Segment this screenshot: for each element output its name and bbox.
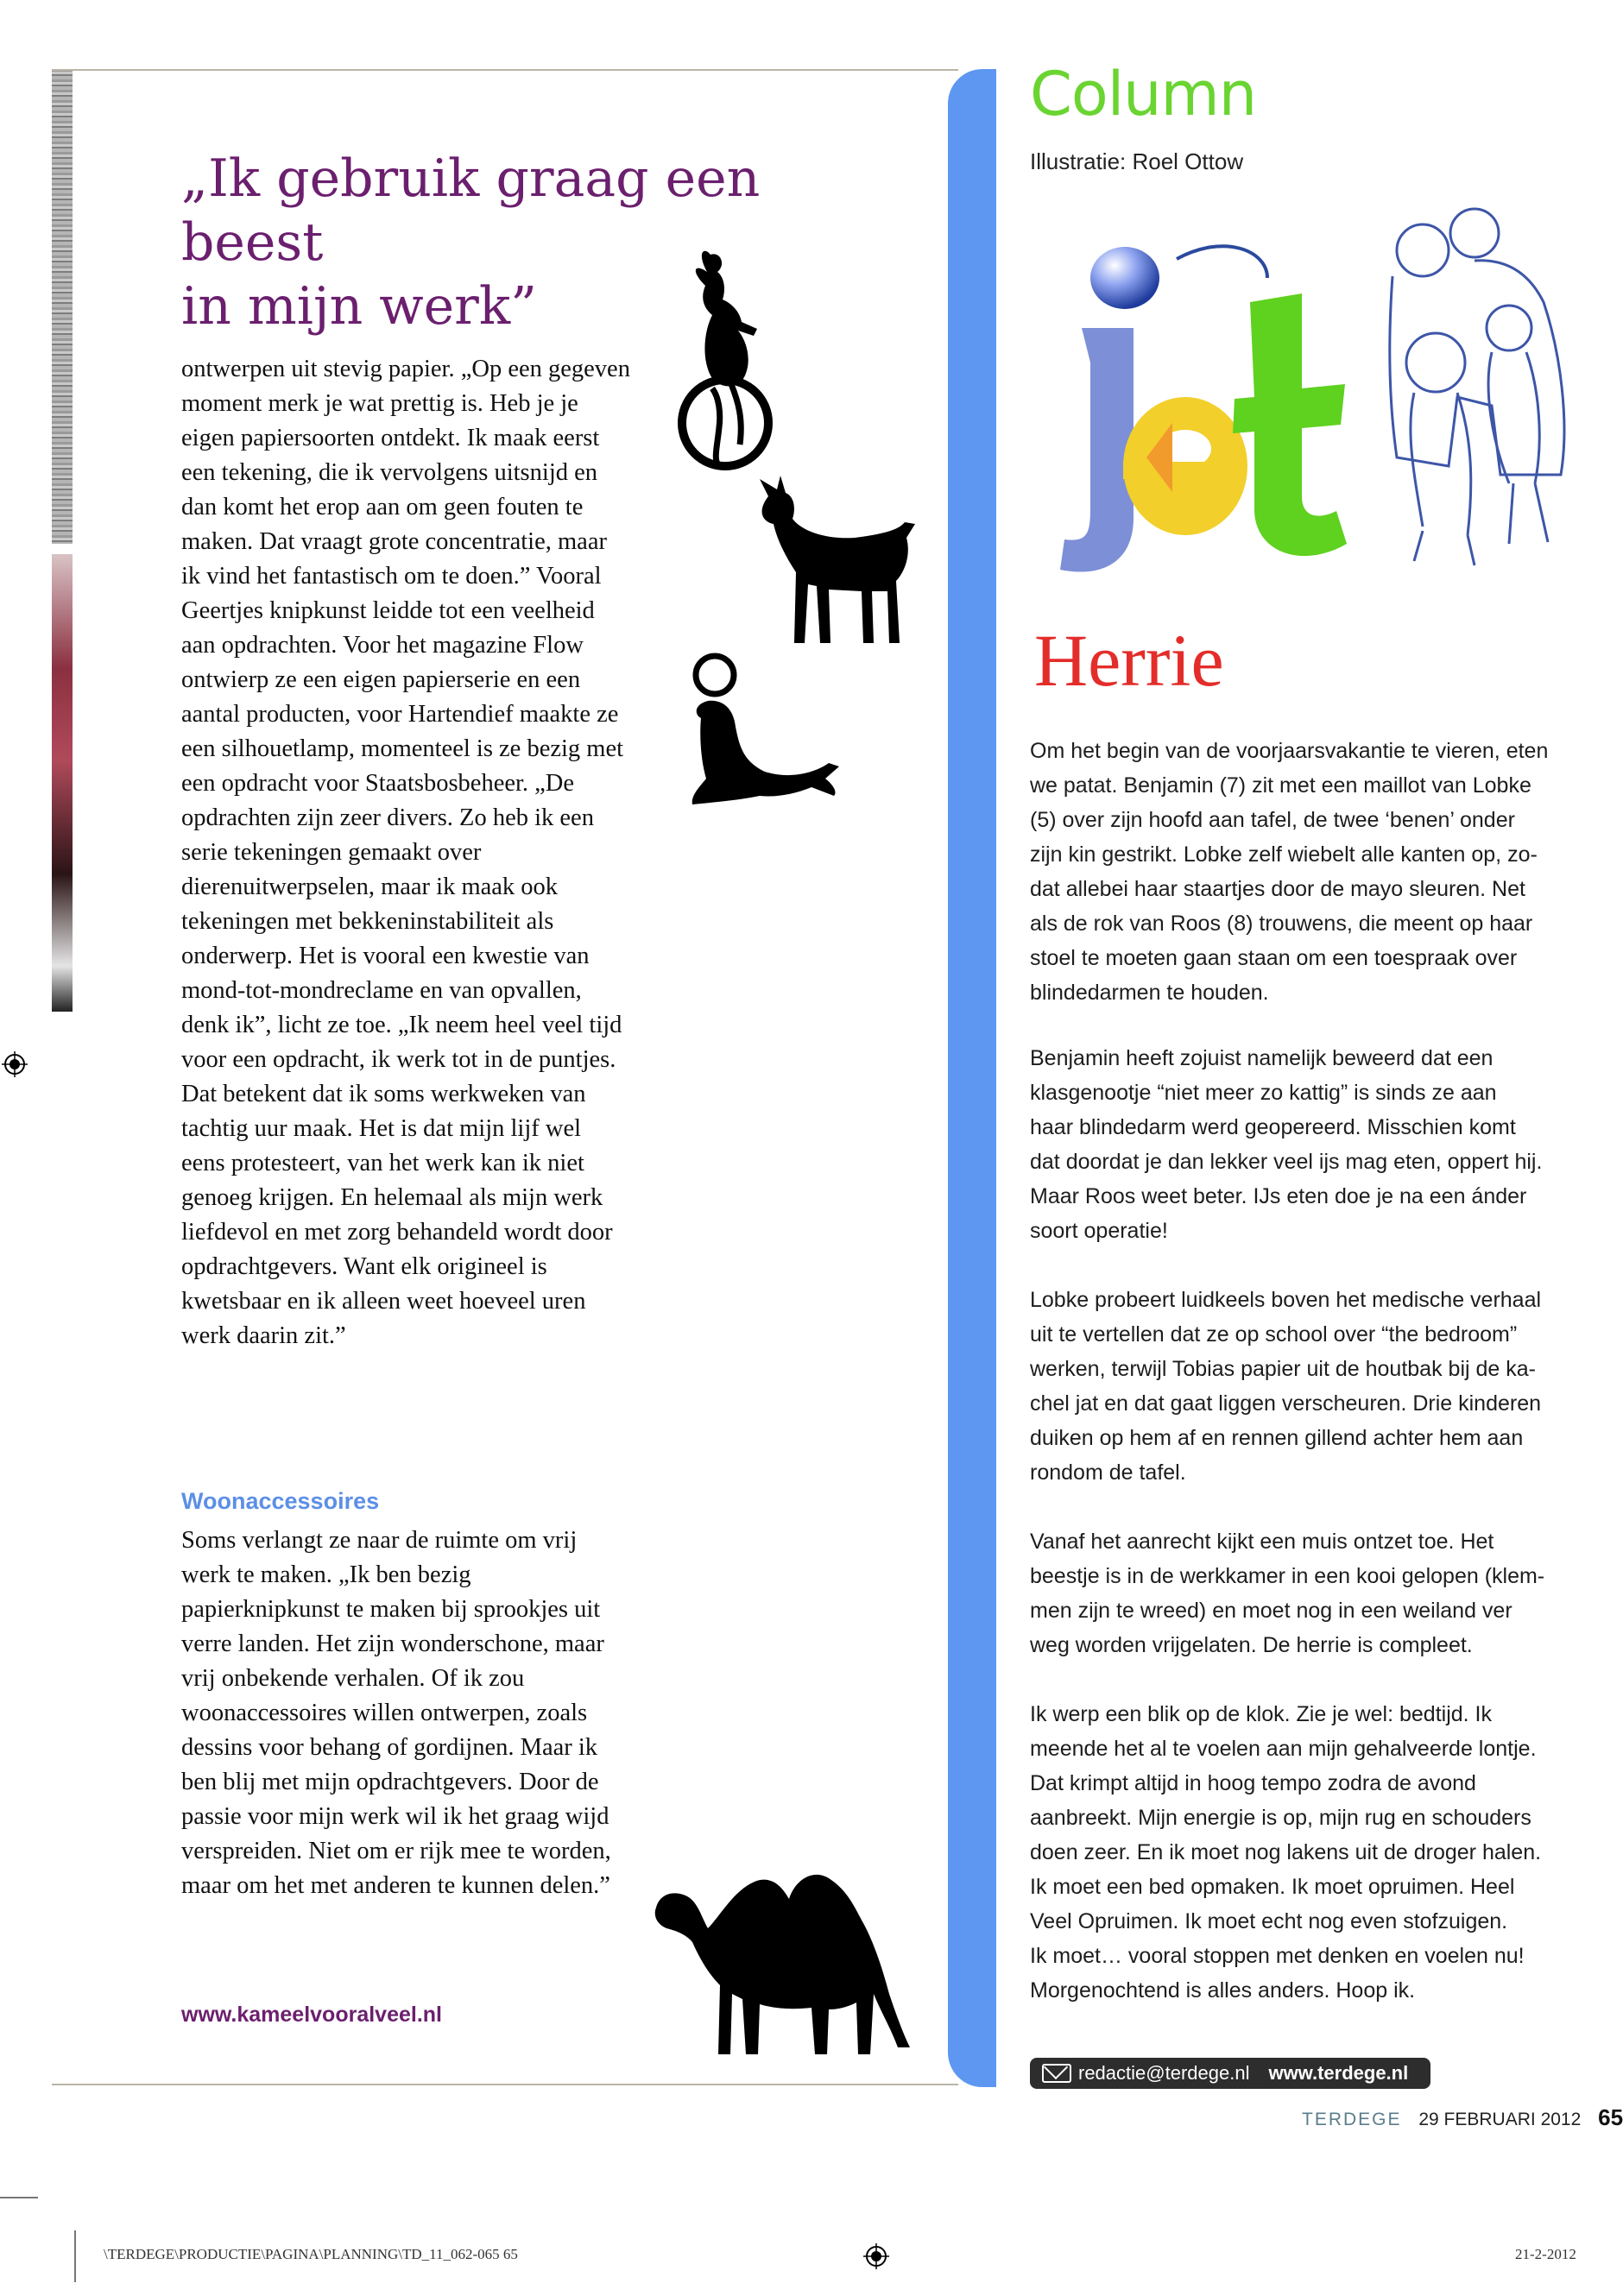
illustration-credit: Illustratie: Roel Ottow [1030,148,1244,174]
article-body: ontwerpen uit stevig papier. „Op een gegeven moment merk je wat prettig is. Heb je je eigen papiersoorten ontdekt. Ik maak eerst een tekening, die ik vervolgens uitsnijd en dan komt het erop aan om geen fouten te maken. Dat vraagt grote concentratie, maar ik vind het fantastisch om te doen.” Vooral Geertjes knipkunst leidde tot een veelheid aan opdrachten. Voor het magazine Flow ontwierp ze een eigen papierserie en een aantal producten, voor Hartendief maakte ze een silhouetlamp, momenteel is ze bezig met een opdracht voor Staatsbosbeheer. „De opdrachten zijn zeer divers. Zo heb ik een serie tekeningen gemaakt over dierenuitwerpselen, maar ik maak ook tekeningen met bekkeninstabiliteit als onderwerp. Het is vooral een kwestie van mond-tot-mondreclame en van opvallen, denk ik”, licht ze toe. „Ik neem heel veel tijd voor een opdracht, ik werk tot in de puntjes. Dat betekent dat ik soms werkweken van tachtig uur maak. Het is dat mijn lijf wel eens protesteert, van het werk kan ik niet genoeg krijgen. En helemaal als mijn werk liefdevol en met zorg behandeld wordt door opdrachtgevers. Want elk origineel is kwetsbaar en ik alleen weet hoeveel uren werk daarin zit.” [181,356,630,1349]
photo-strip-top [52,69,73,544]
pull-quote-line1: „Ik gebruik graag een beest [181,148,761,273]
column-paragraph: Ik werp een blik op de klok. Zie je wel: bedtijd. Ik meende het al te voelen aan mijn gehalveerde lontje. Dat krimpt altijd in hoog tempo zodra de avond aanbreekt. Mijn energie is op, mijn rug en schouders doen zeer. En ik moet nog lakens uit de droger halen. Ik moet een bed opmaken. Ik moet opruimen. Heel Veel Opruimen. Ik moet echt nog even stofzuigen. Ik moet… vooral stoppen met denken en voelen nu! Morgenochtend is alles anders. Hoop ik. [1030,1702,1542,2003]
subheading: Woonaccessoires [181,1488,380,1514]
rabbit-on-ball-icon [678,246,777,475]
blue-column-band [948,69,996,2087]
registration-mark-icon [863,2243,889,2269]
contact-email-link[interactable]: redactie@terdege.nl [1078,2062,1250,2084]
column-paragraph: Benjamin heeft zojuist namelijk beweerd dat een klasgenootje “niet meer zo kattig” is sinds ze aan haar blindedarm werd geopereerd. Misschien komt dat doordat je dan lekker veel ijs mag eten, oppert hij. Maar Roos weet beter. IJs eten doe je na een ánder soort operatie! [1030,1046,1543,1243]
pull-quote [181,147,889,338]
section-label: Column [1030,59,1257,129]
folio-date: 29 FEBRUARI 2012 [1418,2110,1582,2129]
goat-icon [751,470,924,652]
jet-logo-text: jet [1310,577,1313,579]
camel-icon [647,1856,919,2063]
contact-website-link[interactable]: www.terdege.nl [1268,2062,1409,2084]
column-paragraph: Vanaf het aanrecht kijkt een muis ontzet toe. Het beestje is in de werkkamer in een kooi gelopen (klem- men zijn te wreed) en moet nog in een weiland ver weg worden vrijgelaten. De herrie is compleet. [1030,1530,1545,1657]
contact-bar [1030,2058,1430,2089]
column-paragraph: Om het begin van de voorjaarsvakantie te vieren, eten we patat. Benjamin (7) zit met een maillot van Lobke (5) over zijn hoofd aan tafel, de twee ‘benen’ onder zijn kin gestrikt. Lobke zelf wiebelt alle kanten op, zo- dat allebei haar staartjes door de mayo sleuren. Net als de rok van Roos (8) trouwens, die meent op haar stoel te moeten gaan staan om een toespraak over blindedarmen te houden. [1030,739,1549,1005]
page-number: 65 [1598,2104,1623,2130]
jet-logo-illustration [1043,199,1582,587]
column-paragraph: Lobke probeert luidkeels boven het medische verhaal uit te vertellen dat ze op school over “the bedroom” werken, terwijl Tobias papier uit de houtbak bij de ka- chel jat en dat gaat liggen verscheuren. Drie kinderen duiken op hem af en rennen gillend achter hem aan rondom de tafel. [1030,1288,1542,1485]
bottom-rule [52,2084,958,2085]
top-rule [52,69,958,71]
pull-quote-line2: in mijn werk” [181,276,537,337]
photo-strip-bottom [52,554,73,1012]
printer-slug-path: \TERDEGE\PRODUCTIE\PAGINA\PLANNING\TD_11_062-065 65 [104,2246,518,2262]
website-link[interactable]: www.kameelvooralveel.nl [181,2003,442,2027]
printer-slug-date: 21-2-2012 [1515,2246,1576,2262]
page-folio [1302,2104,1623,2131]
crop-mark-vertical [74,2230,76,2282]
article-body-2: Soms verlangt ze naar de ruimte om vrij werk te maken. „Ik ben bezig papierknipkunst te maken bij sprookjes uit verre landen. Het zijn wonderschone, maar vrij onbekende verhalen. Of ik zou woonaccessoires willen ontwerpen, zoals dessins voor behang of gordijnen. Maar ik ben blij met mijn opdrachtgevers. Door de passie voor mijn werk wil ik het graag wijd verspreiden. Niet om er rijk mee te worden, maar om het met anderen te kunnen delen.” [181,1527,611,1899]
crop-mark [0,2197,38,2198]
seal-with-ball-icon [682,649,846,813]
folio-brand: TERDEGE [1302,2110,1402,2129]
column-title: Herrie [1034,619,1224,702]
envelope-icon [1042,2064,1071,2083]
registration-mark-icon [2,1051,28,1077]
